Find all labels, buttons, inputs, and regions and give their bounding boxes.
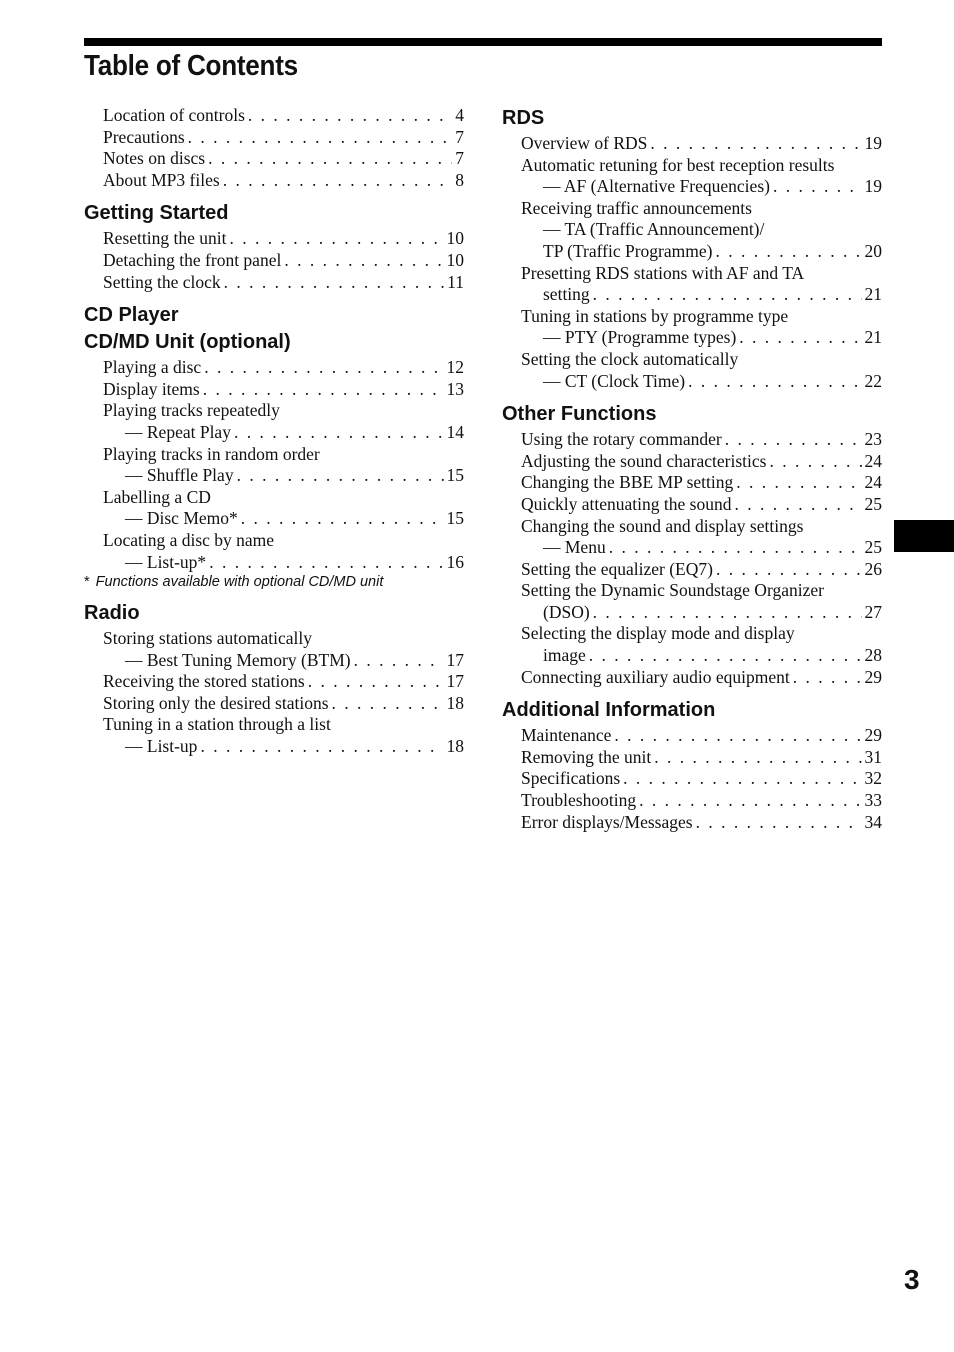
dot-leader: [208, 148, 452, 170]
dot-leader: [223, 170, 453, 192]
toc-intro-list: [84, 105, 464, 191]
dot-leader: [609, 537, 862, 559]
toc-entry-heading: Playing tracks in random order: [103, 443, 320, 464]
dot-leader: [715, 241, 861, 263]
page-number: 3: [904, 1264, 920, 1295]
toc-entry-overview-rds[interactable]: Overview of RDS . . . 19: [502, 133, 882, 155]
toc-entry-auxiliary-audio[interactable]: Connecting auxiliary audio equipment . . . 29: [502, 667, 882, 689]
toc-entry-heading: Tuning in a station through a list: [103, 714, 331, 735]
toc-entry-list-up-radio[interactable]: — List-up . . . 18: [84, 736, 464, 758]
toc-entry-bbe-mp[interactable]: Changing the BBE MP setting . . . 24: [502, 472, 882, 494]
toc-entry-heading: Tuning in stations by programme type: [521, 305, 789, 326]
toc-entry-about-mp3-files[interactable]: About MP3 files . . . 8: [84, 170, 464, 192]
dot-leader: [639, 790, 861, 812]
toc-entry-stored-stations[interactable]: Receiving the stored stations . . . 17: [84, 671, 464, 693]
section-title: Getting Started: [84, 202, 229, 225]
toc-entry-precautions[interactable]: Precautions . . . 7: [84, 127, 464, 149]
dot-leader: [209, 552, 443, 574]
dot-leader: [623, 768, 861, 790]
section-title: Other Functions: [502, 403, 657, 426]
dot-leader: [773, 176, 862, 198]
toc-entry-heading: Automatic retuning for best reception results: [521, 154, 835, 175]
dot-leader: [203, 379, 444, 401]
section-title: RDS: [502, 107, 545, 129]
section-title: Additional Information: [502, 699, 716, 722]
toc-entry-heading: Locating a disc by name: [103, 529, 275, 550]
dot-leader: [332, 693, 444, 715]
section-radio: [84, 600, 464, 758]
toc-entry-menu[interactable]: — Menu . . . 25: [502, 537, 882, 559]
toc-entry-list-up-disc[interactable]: — List-up* . . . 16: [84, 552, 464, 574]
section-getting-started: [84, 200, 464, 293]
section-other-functions: [502, 401, 882, 688]
toc-entry-repeat-play[interactable]: — Repeat Play . . . 14: [84, 422, 464, 444]
toc-entry-dso[interactable]: (DSO) . . . 27: [502, 602, 882, 624]
dot-leader: [248, 105, 452, 127]
toc-entry-location-of-controls[interactable]: Location of controls . . . 4: [84, 105, 464, 127]
toc-entry-playing-disc[interactable]: Playing a disc . . . 12: [84, 357, 464, 379]
dot-leader: [237, 465, 444, 487]
toc-entry-setting-clock[interactable]: Setting the clock . . . 11: [84, 272, 464, 294]
toc-entry-ct[interactable]: — CT (Clock Time) . . . 22: [502, 371, 882, 393]
dot-leader: [234, 422, 444, 444]
dot-leader: [688, 371, 861, 393]
toc-entry-heading: Receiving traffic announcements: [521, 197, 752, 218]
dot-leader: [308, 671, 444, 693]
toc-entry-equalizer[interactable]: Setting the equalizer (EQ7) . . . 26: [502, 559, 882, 581]
toc-entry-heading: Storing stations automatically: [103, 628, 313, 649]
dot-leader: [593, 284, 862, 306]
toc-entry-display-image[interactable]: image . . . 28: [502, 645, 882, 667]
title-rule: [84, 38, 882, 46]
dot-leader: [200, 736, 443, 758]
toc-entry-notes-on-discs[interactable]: Notes on discs . . . 7: [84, 148, 464, 170]
toc-entry-shuffle-play[interactable]: — Shuffle Play . . . 15: [84, 465, 464, 487]
section-thumb-tab: [894, 520, 954, 552]
dot-leader: [229, 228, 443, 250]
dot-leader: [589, 645, 862, 667]
toc-entry-ta-tp[interactable]: TP (Traffic Programme) . . . 20: [502, 241, 882, 263]
toc-entry-error-displays[interactable]: Error displays/Messages . . . 34: [502, 812, 882, 834]
toc-entry-detaching-front-panel[interactable]: Detaching the front panel . . . 10: [84, 250, 464, 272]
toc-entry-desired-stations[interactable]: Storing only the desired stations . . . 18: [84, 693, 464, 715]
toc-left-column: [84, 105, 464, 758]
dot-leader: [204, 357, 443, 379]
page-title: Table of Contents: [84, 50, 298, 82]
toc-entry-troubleshooting[interactable]: Troubleshooting . . . 33: [502, 790, 882, 812]
dot-leader: [354, 650, 444, 672]
toc-entry-af[interactable]: — AF (Alternative Frequencies) . . . 19: [502, 176, 882, 198]
dot-leader: [734, 494, 861, 516]
dot-leader: [654, 747, 861, 769]
dot-leader: [736, 472, 861, 494]
toc-entry-heading: Changing the sound and display settings: [521, 515, 804, 536]
section-title: Radio: [84, 602, 140, 625]
toc-entry-specifications[interactable]: Specifications . . . 32: [502, 768, 882, 790]
toc-entry-pty[interactable]: — PTY (Programme types) . . . 21: [502, 327, 882, 349]
toc-entry-heading: Playing tracks repeatedly: [103, 400, 280, 421]
dot-leader: [739, 327, 861, 349]
section-cd-player: [84, 302, 464, 591]
dot-leader: [188, 127, 453, 149]
toc-entry-resetting[interactable]: Resetting the unit . . . 10: [84, 228, 464, 250]
toc-entry-btm[interactable]: — Best Tuning Memory (BTM) . . . 17: [84, 650, 464, 672]
toc-entry-heading: Selecting the display mode and display: [521, 623, 795, 644]
dot-leader: [224, 272, 445, 294]
toc-entry-heading: Setting the Dynamic Soundstage Organizer: [521, 580, 824, 601]
footnote-mark: *: [84, 574, 90, 591]
toc-entry-heading: Labelling a CD: [103, 486, 211, 507]
dot-leader: [793, 667, 862, 689]
toc-entry-display-items[interactable]: Display items . . . 13: [84, 379, 464, 401]
toc-entry-heading: Presetting RDS stations with AF and TA: [521, 262, 805, 283]
toc-entry-sound-characteristics[interactable]: Adjusting the sound characteristics . . . 24: [502, 451, 882, 473]
toc-entry-disc-memo[interactable]: — Disc Memo* . . . 15: [84, 508, 464, 530]
dot-leader: [650, 133, 861, 155]
dot-leader: [593, 602, 862, 624]
toc-entry-subheading: — TA (Traffic Announcement)/: [543, 219, 765, 240]
dot-leader: [241, 508, 444, 530]
toc-entry-presetting-rds[interactable]: setting . . . 21: [502, 284, 882, 306]
footnote: [84, 573, 464, 591]
dot-leader: [769, 451, 861, 473]
toc-right-column: [502, 105, 882, 833]
toc-entry-attenuating[interactable]: Quickly attenuating the sound . . . 25: [502, 494, 882, 516]
section-title: CD Player: [84, 304, 179, 327]
dot-leader: [614, 725, 861, 747]
section-rds: [502, 105, 882, 392]
toc-entry-removing-unit[interactable]: Removing the unit . . . 31: [502, 747, 882, 769]
toc-entry-maintenance[interactable]: Maintenance . . . 29: [502, 725, 882, 747]
toc-entry-heading: Setting the clock automatically: [521, 348, 739, 369]
section-subtitle: CD/MD Unit (optional): [84, 331, 291, 354]
toc-entry-rotary-commander[interactable]: Using the rotary commander . . . 23: [502, 429, 882, 451]
dot-leader: [716, 559, 862, 581]
section-additional-information: [502, 697, 882, 833]
dot-leader: [696, 812, 862, 834]
dot-leader: [725, 429, 862, 451]
footnote-text: Functions available with optional CD/MD unit: [95, 574, 384, 591]
dot-leader: [284, 250, 443, 272]
